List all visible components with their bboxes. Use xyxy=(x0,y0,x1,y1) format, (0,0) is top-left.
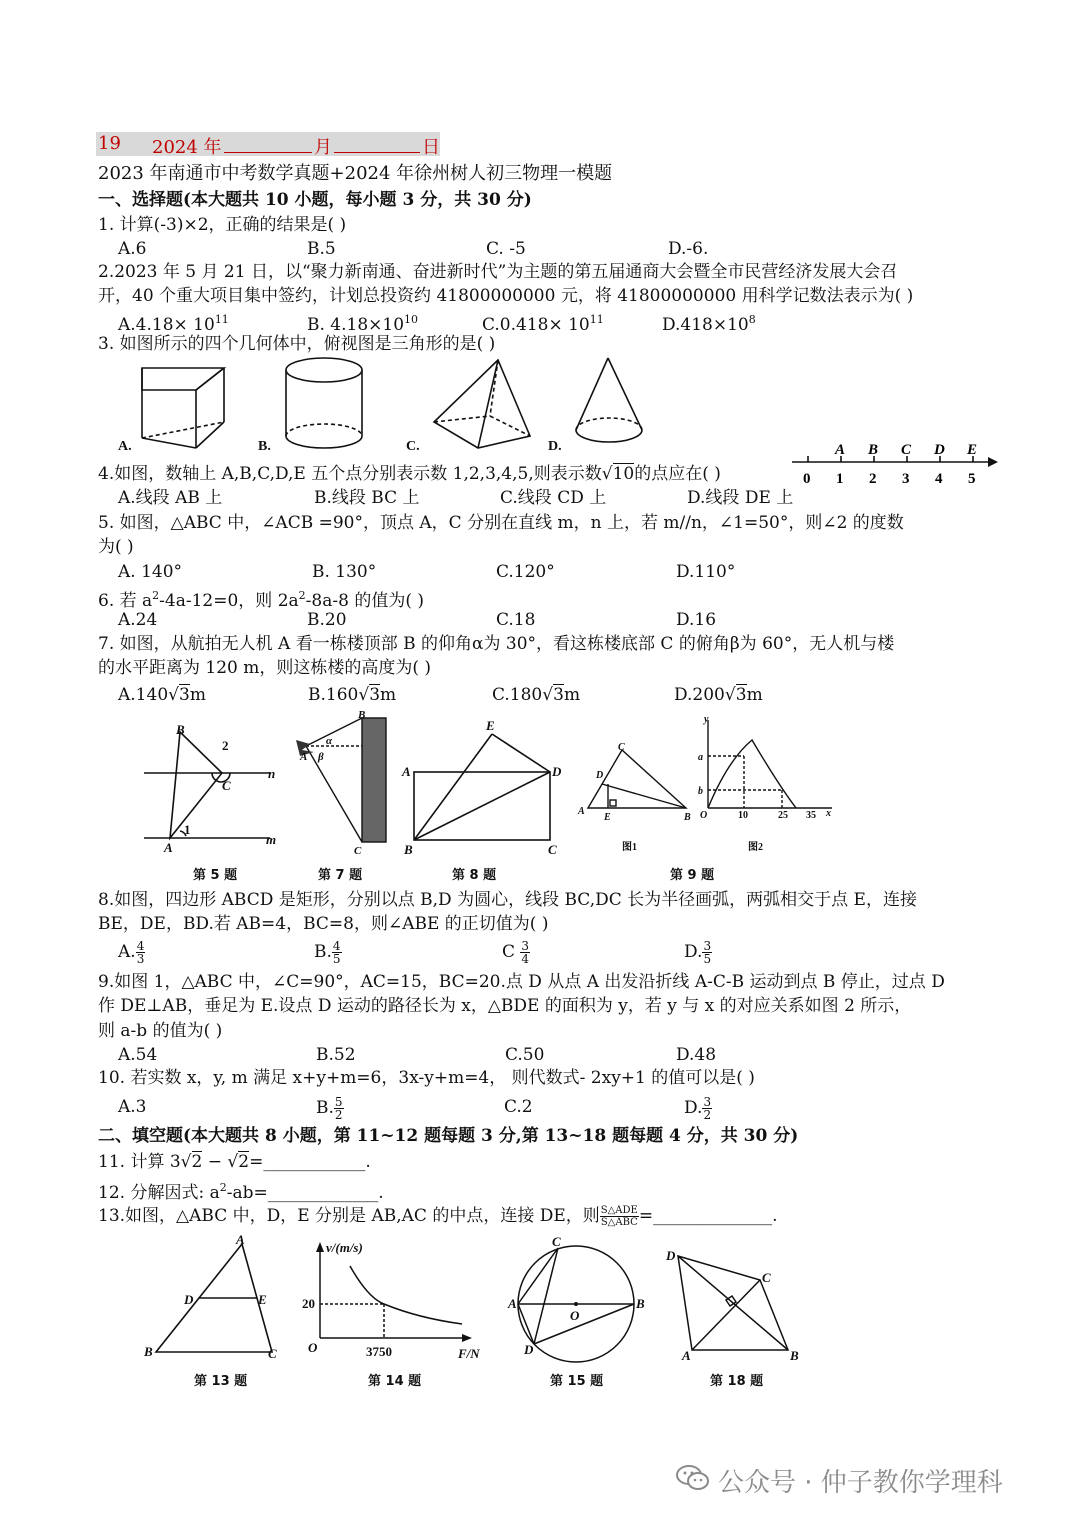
q8-figure xyxy=(400,712,568,858)
q5-option-c: C.120° xyxy=(496,562,555,582)
number-line-number: 0 xyxy=(803,471,811,487)
q10-option-a: A.3 xyxy=(118,1097,147,1117)
q13-stem: 13.如图，△ABC 中，D，E 分别是 AB,AC 的中点，连接 DE，则 $\frac{\text{S△ADE}}{\text{S△ABC}}$ =______________. xyxy=(98,1205,778,1228)
q9-option-d: D.48 xyxy=(676,1045,717,1065)
svg-text:B: B xyxy=(176,722,185,737)
q2-option-b: B. $4.18\times 10^{10}$ xyxy=(307,313,419,335)
q13-figure xyxy=(140,1232,286,1364)
q7-stem-line1: 7. 如图，从航拍无人机 A 看一栋楼顶部 B 的仰角α为 30°，看这栋楼底部 C 的俯角β为 60°，无人机与楼 xyxy=(98,634,895,654)
q3-label-a: A. xyxy=(118,439,132,454)
svg-text:35: 35 xyxy=(806,810,816,821)
q1-option-a: A.6 xyxy=(118,239,147,259)
q2-option-a: $A.4.18\times 10^{11}$ xyxy=(118,313,229,335)
number-line-number: 3 xyxy=(902,471,910,487)
caption-q7: 第 7 题 xyxy=(318,868,363,883)
q9-fig2 xyxy=(696,712,836,858)
number-line-number: 2 xyxy=(869,471,877,487)
q8-stem-line2: BE，DE，BD.若 AB=4，BC=8，则∠ABE 的正切值为( ) xyxy=(98,914,549,934)
svg-text:n: n xyxy=(268,766,276,781)
q4-option-a: A.线段 AB 上 xyxy=(118,488,223,508)
q12-stem: 12. 分解因式: $a^2-ab=\_\_\_\_\_\_\_\_\_\_\_\_\_$. xyxy=(98,1181,384,1203)
q4-option-c: C.线段 CD 上 xyxy=(500,488,607,508)
svg-text:v/(m/s): v/(m/s) xyxy=(326,1240,363,1255)
q2-stem-line2: 开，40 个重大项目集中签约，计划总投资约 41800000000 元，将 41800000000 用科学记数法表示为( ) xyxy=(98,286,914,306)
number-line-letter: C xyxy=(901,442,912,458)
month-label: 月 xyxy=(314,137,332,158)
section-1-heading: 一、选择题(本大题共 10 小题，每小题 3 分，共 30 分) xyxy=(98,190,532,210)
number-line-number: 5 xyxy=(968,471,976,487)
svg-text:E: E xyxy=(604,812,611,823)
number-line-letter: A xyxy=(835,442,846,458)
svg-text:C: C xyxy=(354,845,362,857)
svg-text:C: C xyxy=(552,1234,561,1249)
svg-text:A: A xyxy=(402,764,411,779)
q3-label-b: B. xyxy=(258,439,271,454)
svg-text:C: C xyxy=(618,742,625,753)
svg-text:10: 10 xyxy=(738,810,748,821)
svg-text:2: 2 xyxy=(222,738,229,753)
q7-option-c: C.180√3m xyxy=(492,685,581,705)
number-line-letter: E xyxy=(967,442,978,458)
svg-text:B: B xyxy=(404,842,413,857)
svg-text:A: A xyxy=(682,1348,691,1363)
q9-option-c: C.50 xyxy=(505,1045,545,1065)
svg-text:O: O xyxy=(570,1308,580,1323)
q4-option-d: D.线段 DE 上 xyxy=(687,488,794,508)
svg-text:D: D xyxy=(666,1248,676,1263)
caption-q5: 第 5 题 xyxy=(193,868,238,883)
date-header xyxy=(96,132,440,156)
number-line-letter: D xyxy=(934,442,945,458)
q9-fig1 xyxy=(574,742,698,858)
svg-text:m: m xyxy=(266,832,277,847)
svg-text:D: D xyxy=(596,770,604,781)
svg-text:3750: 3750 xyxy=(366,1344,392,1359)
svg-text:B: B xyxy=(790,1348,799,1363)
q4-option-b: B.线段 BC 上 xyxy=(314,488,420,508)
q2-stem-line1: 2.2023 年 5 月 21 日，以“聚力新南通、奋进新时代”为主题的第五届通商大会暨全市民营经济发展大会召 xyxy=(98,262,898,282)
year-label: 2024 年 xyxy=(152,137,222,158)
svg-text:图1: 图1 xyxy=(622,842,637,853)
q7-option-b: B.160√3m xyxy=(308,685,397,705)
month-blank xyxy=(224,152,312,153)
q1-option-d: D.-6. xyxy=(668,239,709,259)
svg-text:A: A xyxy=(236,1232,245,1247)
caption-q15: 第 15 题 xyxy=(550,1374,604,1389)
svg-text:y: y xyxy=(704,714,709,725)
q5-option-b: B. 130° xyxy=(312,562,377,582)
q11-stem: 11. 计算 3√2 − √2=____________. xyxy=(98,1152,371,1172)
svg-text:A: A xyxy=(578,806,585,817)
q8-option-a: A. $\frac{4}{3}$ xyxy=(118,939,145,966)
q9-stem-line1: 9.如图 1，△ABC 中，∠C=90°，AC=15，BC=20.点 D 从点 A 出发沿折线 A-C-B 运动到点 B 停止，过点 D xyxy=(98,972,945,992)
svg-text:D: D xyxy=(184,1292,194,1307)
q14-graph xyxy=(298,1232,498,1366)
svg-text:A: A xyxy=(164,840,173,855)
svg-text:C: C xyxy=(268,1346,277,1361)
q2-option-c: $C.0.418\times 10^{11}$ xyxy=(482,313,604,335)
exam-title: 2023 年南通市中考数学真题+2024 年徐州树人初三物理一模题 xyxy=(98,163,613,184)
q7-stem-line2: 的水平距离为 120 m，则这栋楼的高度为( ) xyxy=(98,658,432,678)
q1-option-c: C. -5 xyxy=(486,239,526,259)
q15-figure xyxy=(506,1232,654,1364)
q10-option-c: C.2 xyxy=(504,1097,533,1117)
day-blank xyxy=(334,152,420,153)
svg-text:C: C xyxy=(762,1270,771,1285)
q4-stem: 4.如图，数轴上 A,B,C,D,E 五个点分别表示数 1,2,3,4,5,则表示数√10的点应在( ) xyxy=(98,464,721,484)
svg-text:a: a xyxy=(698,752,703,763)
q9-option-b: B.52 xyxy=(316,1045,356,1065)
svg-text:B: B xyxy=(358,710,366,721)
number-line-number: 1 xyxy=(836,471,844,487)
svg-text:C: C xyxy=(222,778,231,793)
q5-stem-line1: 5. 如图，△ABC 中，∠ACB =90°，顶点 A，C 分别在直线 m，n 上，若 m//n，∠1=50°，则∠2 的度数 xyxy=(98,513,904,533)
q10-option-d: D. $\frac{3}{2}$ xyxy=(684,1095,712,1122)
svg-text:B: B xyxy=(636,1296,645,1311)
caption-q13: 第 13 题 xyxy=(194,1374,248,1389)
svg-text:C: C xyxy=(548,842,557,857)
svg-text:1: 1 xyxy=(184,822,191,837)
q8-option-c: C $\frac{3}{4}$ xyxy=(502,939,530,966)
q6-stem: 6. 若 $a^2-4a-12=0$，则 $2a^2-8a-8$ 的值为( ) xyxy=(98,589,424,611)
wechat-icon xyxy=(676,1464,710,1492)
q7-figure xyxy=(290,710,400,858)
q2-option-d: $D.418\times 10^8$ xyxy=(662,313,756,335)
q8-option-d: D. $\frac{3}{5}$ xyxy=(684,939,712,966)
q8-option-b: B. $\frac{4}{5}$ xyxy=(314,939,341,966)
svg-text:D: D xyxy=(552,764,562,779)
q3-label-d: D. xyxy=(548,439,562,454)
svg-text:B: B xyxy=(684,812,691,823)
q7-option-d: D.200√3m xyxy=(674,685,763,705)
q10-stem: 10. 若实数 x，y, m 满足 x+y+m=6，3x-y+m=4， 则代数式- 2xy+1 的值可以是( ) xyxy=(98,1068,755,1088)
svg-text:α: α xyxy=(326,735,333,747)
day-label: 日 xyxy=(422,137,440,158)
svg-text:图2: 图2 xyxy=(748,842,763,853)
q9-option-a: A.54 xyxy=(118,1045,158,1065)
q5-option-a: A. 140° xyxy=(118,562,183,582)
q5-option-d: D.110° xyxy=(676,562,736,582)
section-2-heading: 二、填空题(本大题共 8 小题，第 11~12 题每题 3 分,第 13~18 题每题 4 分，共 30 分) xyxy=(98,1126,799,1146)
q3-label-c: C. xyxy=(406,439,420,454)
svg-text:25: 25 xyxy=(778,810,788,821)
q6-option-b: B.20 xyxy=(307,610,347,630)
q3-stem: 3. 如图所示的四个几何体中，俯视图是三角形的是( ) xyxy=(98,334,496,354)
watermark-text: 公众号 · 仲子教你学理科 xyxy=(718,1468,1003,1498)
svg-text:E: E xyxy=(486,718,495,733)
q18-figure xyxy=(664,1244,806,1366)
q5-stem-line2: 为( ) xyxy=(98,537,134,557)
caption-q8: 第 8 题 xyxy=(452,868,497,883)
number-line-number: 4 xyxy=(935,471,943,487)
q7-option-a: A.140√3m xyxy=(118,685,206,705)
svg-text:D: D xyxy=(524,1342,534,1357)
svg-text:β: β xyxy=(318,751,324,763)
caption-q14: 第 14 题 xyxy=(368,1374,422,1389)
svg-text:F/N: F/N xyxy=(458,1346,480,1361)
q9-stem-line2: 作 DE⊥AB，垂足为 E.设点 D 运动的路径长为 x，△BDE 的面积为 y，若 y 与 x 的对应关系如图 2 所示， xyxy=(98,996,912,1016)
svg-text:O: O xyxy=(700,810,708,821)
svg-text:x: x xyxy=(826,808,831,819)
caption-q9: 第 9 题 xyxy=(670,868,715,883)
svg-text:b: b xyxy=(698,786,703,797)
q3-solids-figure xyxy=(100,352,660,458)
q9-stem-line3: 则 a-b 的值为( ) xyxy=(98,1021,223,1041)
q6-option-c: C.18 xyxy=(496,610,536,630)
sheet-number: 19 xyxy=(98,133,121,154)
svg-text:B: B xyxy=(144,1344,153,1359)
q1-stem: 1. 计算(-3)×2，正确的结果是( ) xyxy=(98,215,347,235)
q8-stem-line1: 8.如图，四边形 ABCD 是矩形，分别以点 B,D 为圆心，线段 BC,DC 长为半径画弧，两弧相交于点 E，连接 xyxy=(98,890,917,910)
q1-option-b: B.5 xyxy=(307,239,336,259)
svg-text:E: E xyxy=(258,1292,267,1307)
q6-option-d: D.16 xyxy=(676,610,717,630)
caption-q18: 第 18 题 xyxy=(710,1374,764,1389)
q4-number-line xyxy=(788,440,1000,488)
svg-text:A: A xyxy=(508,1296,517,1311)
svg-text:A: A xyxy=(300,751,308,763)
svg-text:O: O xyxy=(308,1340,318,1355)
q10-option-b: B. $\frac{5}{2}$ xyxy=(316,1095,343,1122)
q6-option-a: A.24 xyxy=(118,610,158,630)
svg-text:20: 20 xyxy=(302,1296,315,1311)
q5-figure xyxy=(140,718,290,858)
number-line-letter: B xyxy=(868,442,879,458)
